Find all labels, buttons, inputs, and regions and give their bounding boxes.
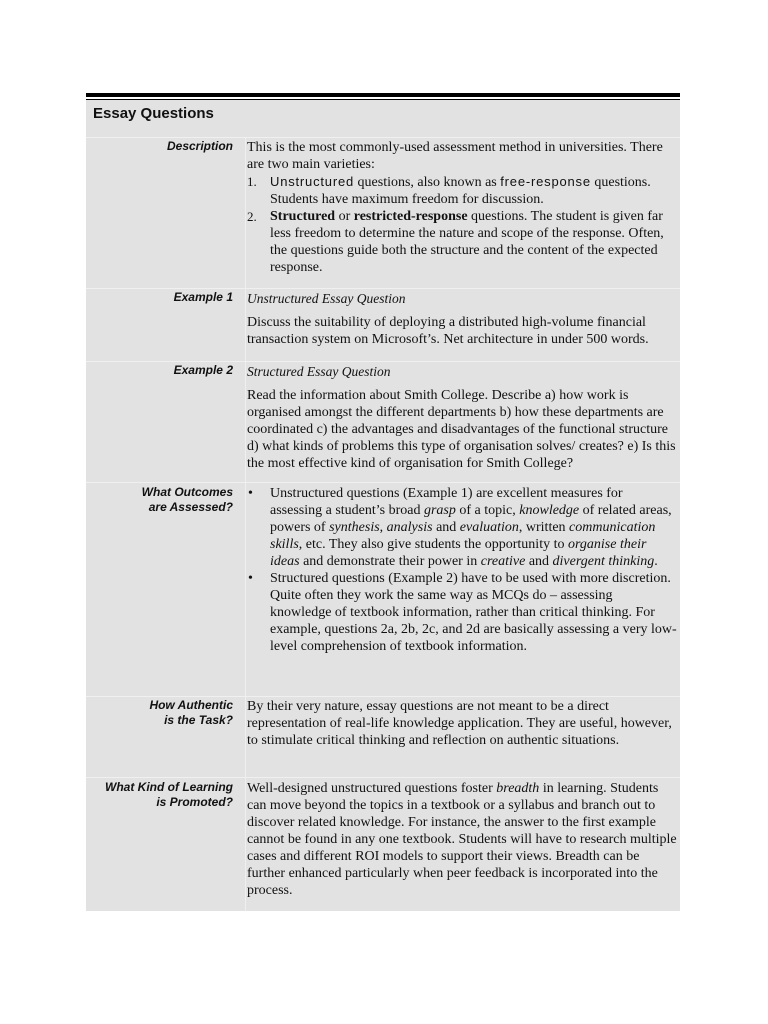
variety-item-1 [247,173,677,208]
row-content-example-1 [247,290,677,348]
row-separator [86,482,680,483]
outcomes-list [247,485,677,655]
example-1-subtitle: Unstructured Essay Question [247,291,406,306]
emphasis: analysis [386,520,433,535]
variety-term: Structured [270,209,336,224]
emphasis: evaluation [459,520,519,535]
emphasis: creative [480,554,526,569]
row-label-outcomes: What Outcomes are Assessed? [141,485,233,514]
variety-term: restricted-response [353,209,468,224]
example-1-text: Discuss the suitability of deploying a distributed high-volume financial transaction system on Microsoft’s. Net architecture in under 500 words. [247,315,649,347]
variety-text: questions. The student is given far less freedom to determine the nature and scope of the response. Often, the questions guide both the structure and the content of the expected response. [270,209,664,275]
variety-list [247,173,677,276]
row-separator [86,288,680,289]
text-run: Well-designed unstructured questions foster [247,781,497,796]
emphasis: breadth [496,781,540,796]
text-run: and demonstrate their power in [299,554,481,569]
variety-text: questions, also known as [354,175,501,190]
emphasis: communication skills [270,520,656,552]
row-label-example-1: Example 1 [173,290,233,304]
list-number: 1. [247,174,257,189]
example-2-subtitle: Structured Essay Question [247,364,391,379]
text-run: in learning. Students can move beyond the topics in a textbook or a syllabus and branch out to discover related knowledge. For instance, the answer to the first example cannot be found in any one textbook. Students will have to research multiple cases and different ROI models to support their views. Breadth can be further enhanced particularly when peer feedback is incorporated into the process. [247,781,677,898]
text-run: of related areas, powers of [270,503,672,535]
row-label-learning: What Kind of Learning is Promoted? [105,780,233,809]
outcomes-bullet-1 [247,485,677,570]
text-run: , [379,520,387,535]
bullet-icon: • [248,571,253,586]
text-run: Structured questions (Example 2) have to be used with more discretion. Quite often they work the same way as MCQs do – assessing knowledge of textbook information, rather than critical thinking. For example, questions 2a, 2b, 2c, and 2d are basically assessing a very low-level comprehension of textbook information. [270,571,677,654]
description-intro: This is the most commonly-used assessment method in universities. There are two main varieties: [247,140,663,172]
section-title: Essay Questions [93,105,214,122]
emphasis: synthesis [329,520,380,535]
variety-item-2 [247,208,677,276]
row-label-description: Description [166,139,233,153]
row-separator [86,361,680,362]
row-content-outcomes [247,485,677,655]
top-rule-thick [86,93,680,97]
emphasis: grasp [423,503,456,518]
list-number: 2. [247,209,257,224]
authentic-text: By their very nature, essay questions are not meant to be a direct representation of real-life knowledge application. They are useful, however, to stimulate critical thinking and reflection on authentic situations. [247,699,672,748]
row-separator [86,696,680,697]
text-run: and [432,520,460,535]
row-label-authentic: How Authentic is the Task? [149,698,233,727]
text-run: and [525,554,553,569]
variety-text: questions. Students have maximum freedom for discussion. [270,175,651,207]
row-content-learning [247,780,677,899]
bullet-icon: • [248,486,253,501]
row-content-example-2 [247,363,677,472]
example-2-text: Read the information about Smith College. Describe a) how work is organised amongst the different departments b) how these departments are coordinated c) the advantages and disadvantages of the functional structure d) what kinds of problems this type of organisation solves/ creates? e) Is this the most effective kind of organisation for Smith College? [247,388,676,471]
row-separator [86,777,680,778]
variety-term: free-response [500,174,591,189]
text-run: of a topic, [455,503,520,518]
variety-term: Unstructured [270,174,355,189]
text-run: , written [518,520,570,535]
emphasis: organise their ideas [270,537,647,569]
text-run: , etc. They also give students the opportunity to [298,537,568,552]
emphasis: divergent thinking [552,554,655,569]
row-label-example-2: Example 2 [173,363,233,377]
row-separator [86,137,680,138]
outcomes-bullet-2 [247,570,677,655]
text-run: . [654,554,658,569]
emphasis: knowledge [519,503,580,518]
row-content-description [247,139,677,276]
variety-text: or [335,209,354,224]
column-divider [245,138,246,911]
row-content-authentic [247,698,677,749]
learning-text [247,780,677,899]
text-run: Unstructured questions (Example 1) are excellent measures for assessing a student’s broad [270,486,623,518]
